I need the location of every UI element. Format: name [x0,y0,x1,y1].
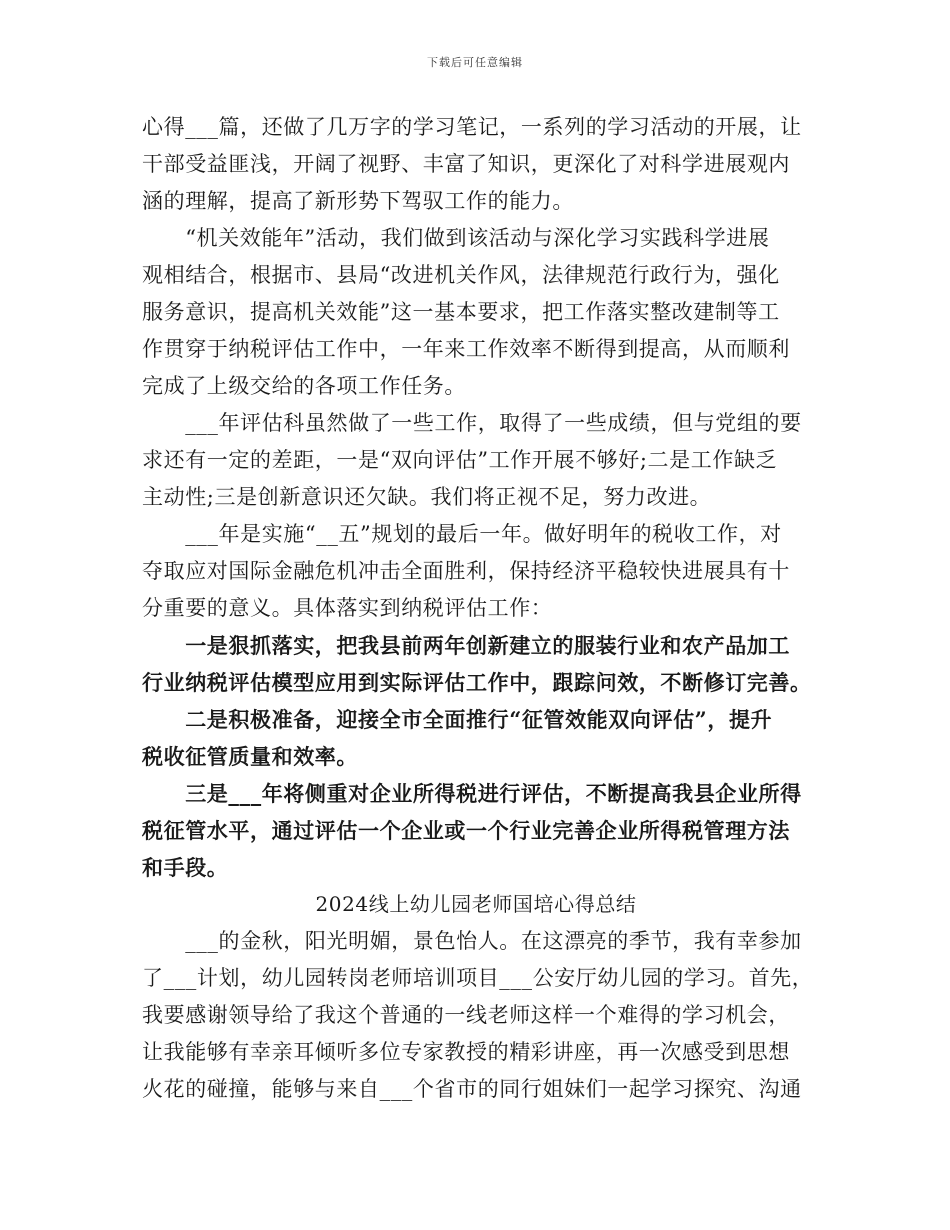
text-line: 火花的碰撞，能够与来自___个省市的同行姐妹们一起学习探究、沟通 [142,1077,802,1101]
text-line: 我要感谢领导给了我这个普通的一线老师这样一个难得的学习机会， [142,1003,790,1027]
section-title: 2024线上幼儿园老师国培心得总结 [315,892,637,916]
bold-text-line: 税收征管质量和效率。 [142,744,358,769]
text-line: 主动性;三是创新意识还欠缺。我们将正视不足，努力改进。 [142,485,712,509]
text-line: 了___计划，幼儿园转岗老师培训项目___公安厅幼儿园的学习。首先， [142,966,814,990]
document-body [142,109,814,1108]
text-line: 求还有一定的差距，一是“双向评估”工作开展不够好;二是工作缺乏 [142,448,778,472]
text-line: ___的金秋，阳光明媚，景色怡人。在这漂亮的季节，我有幸参加 [142,929,802,953]
bold-text-line: 二是积极准备，迎接全市全面推行“征管效能双向评估”，提升 [142,707,773,732]
text-line: 服务意识，提高机关效能”这一基本要求，把工作落实整改建制等工 [142,300,780,324]
text-line: 观相结合，根据市、县局“改进机关作风，法律规范行政行为，强化 [142,263,780,287]
text-line: 让我能够有幸亲耳倾听多位专家教授的精彩讲座，再一次感受到思想 [142,1040,790,1064]
text-line: “机关效能年”活动，我们做到该活动与深化学习实践科学进展 [142,226,770,250]
bold-text-line: 行业纳税评估模型应用到实际评估工作中，跟踪问效，不断修订完善。 [142,670,812,695]
text-line: 完成了上级交给的各项工作任务。 [142,374,466,398]
text-line: 夺取应对国际金融危机冲击全面胜利，保持经济平稳较快进展具有十 [142,559,790,583]
text-line: 涵的理解，提高了新形势下驾驭工作的能力。 [142,189,574,213]
text-line: 分重要的意义。具体落实到纳税评估工作： [142,596,553,620]
page-header-note: 下载后可任意编辑 [427,56,523,69]
text-line: 作贯穿于纳税评估工作中，一年来工作效率不断得到提高，从而顺利 [142,337,790,361]
bold-text-line: 税征管水平，通过评估一个企业或一个行业完善企业所得税管理方法 [142,818,790,843]
text-line: ___年是实施“__五”规划的最后一年。做好明年的税收工作，对 [142,522,782,546]
bold-text-line: 一是狠抓落实，把我县前两年创新建立的服装行业和农产品加工 [142,633,790,658]
text-line: ___年评估科虽然做了一些工作，取得了一些成绩，但与党组的要 [142,411,802,435]
text-line: 心得___篇，还做了几万字的学习笔记，一系列的学习活动的开展，让 [142,115,802,139]
text-line: 干部受益匪浅，开阔了视野、丰富了知识，更深化了对科学进展观内 [142,152,790,176]
bold-text-line: 和手段。 [142,855,229,880]
bold-text-line: 三是___年将侧重对企业所得税进行评估，不断提高我县企业所得 [142,781,802,806]
